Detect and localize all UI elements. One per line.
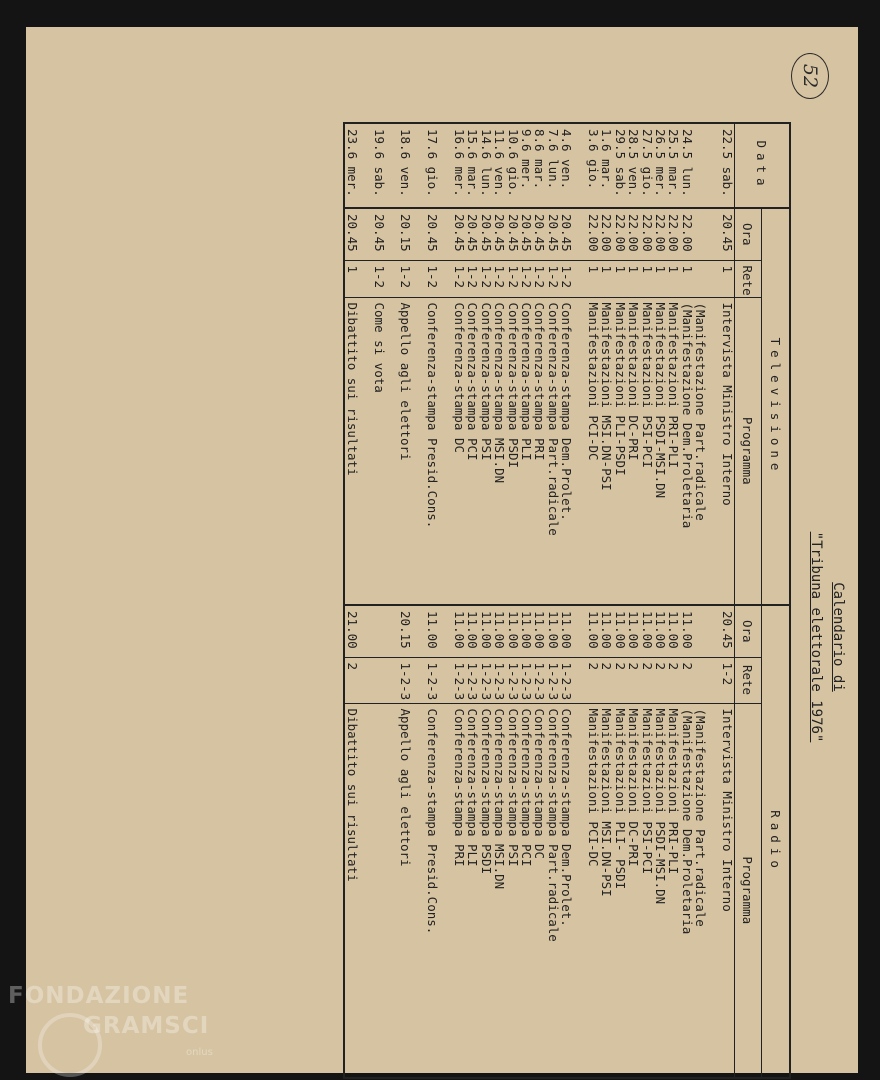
cell-tv-ora: 20.45 [546, 208, 559, 260]
cell-tv-programma: Manifestazioni PSDI-MSI.DN [654, 297, 667, 605]
watermark-logo [8, 983, 248, 1075]
header-tv-rete: Rete [735, 260, 762, 297]
cell-tv-rete: 1-2 [533, 260, 546, 297]
cell-data: 22.5 sab. [721, 123, 735, 208]
cell-tv-rete: 1 [627, 260, 640, 297]
cell-tv-programma: Manifestazioni PLI-PSDI [613, 297, 626, 605]
cell-tv-programma: Conferenza-stampa Part.radicale [546, 297, 559, 605]
cell-tv-programma [439, 297, 452, 605]
cell-tv-rete: 1 [721, 260, 735, 297]
cell-radio-programma: Manifestazioni MSI.DN-PSI [599, 708, 615, 897]
cell-data: 15.6 mar. [466, 123, 479, 208]
cell-tv-programma: Conferenza-stampa PSI [479, 297, 492, 605]
cell-tv-ora: 20.15 [399, 208, 412, 260]
cell-radio-ora [573, 605, 586, 657]
cell-tv-ora: 20.45 [506, 208, 519, 260]
cell-radio-ora [386, 605, 399, 657]
cell-tv-programma: Conferenza-stampa Presid.Cons. [426, 297, 439, 605]
cell-radio-programma: Manifestazioni DC-PRI [626, 708, 642, 867]
cell-radio-rete: 1-2-3 [466, 657, 479, 703]
header-tv-programma: Programma [735, 297, 762, 605]
cell-radio-rete: 1-2-3 [546, 657, 559, 703]
cell-tv-programma: Dibattito sui risultati [344, 297, 358, 605]
cell-tv-ora: 22.00 [613, 208, 626, 260]
table-row [426, 123, 439, 1078]
cell-tv-programma [412, 297, 425, 605]
cell-tv-programma: Come si vota [372, 297, 385, 605]
table-row [694, 123, 707, 1078]
cell-radio-ora: 11.00 [680, 605, 693, 657]
cell-tv-rete: 1-2 [493, 260, 506, 297]
cell-tv-rete: 1-2 [453, 260, 466, 297]
cell-tv-ora: 22.00 [654, 208, 667, 260]
cell-data: 23.6 mer. [344, 123, 358, 208]
cell-tv-rete: 1-2 [479, 260, 492, 297]
cell-radio-ora: 11.00 [667, 605, 680, 657]
cell-radio-ora: 11.00 [466, 605, 479, 657]
cell-tv-rete: 1 [640, 260, 653, 297]
cell-radio-rete [359, 657, 372, 703]
table-row [399, 123, 412, 1078]
header-data: Data [735, 123, 791, 208]
cell-radio-rete [372, 657, 385, 703]
cell-tv-rete: 1 [654, 260, 667, 297]
cell-data: 14.6 lun. [479, 123, 492, 208]
cell-tv-ora: 20.45 [533, 208, 546, 260]
cell-radio-rete: 1-2-3 [506, 657, 519, 703]
cell-tv-programma: Manifestazioni PSI-PCI [640, 297, 653, 605]
cell-tv-ora [412, 208, 425, 260]
page-number: 52 [791, 53, 829, 99]
cell-tv-ora: 20.45 [493, 208, 506, 260]
cell-radio-programma [439, 703, 452, 1078]
table-row [627, 123, 640, 1078]
cell-radio-rete: 1-2-3 [533, 657, 546, 703]
cell-tv-rete: 1-2 [372, 260, 385, 297]
table-row [386, 123, 399, 1078]
cell-tv-rete: 1-2 [520, 260, 533, 297]
table-row [453, 123, 466, 1078]
table-row [560, 123, 573, 1078]
table-row [546, 123, 559, 1078]
cell-radio-ora [412, 605, 425, 657]
cell-tv-ora: 20.45 [466, 208, 479, 260]
cell-tv-programma: Conferenza-stampa PSDI [506, 297, 519, 605]
title-line-1: Calendario di [830, 582, 846, 692]
cell-radio-ora [694, 605, 707, 657]
cell-radio-ora: 11.00 [506, 605, 519, 657]
cell-radio-programma: Manifestazioni PRI-PLI [666, 708, 682, 875]
cell-tv-rete [694, 260, 707, 297]
cell-data: 4.6 ven. [560, 123, 573, 208]
cell-tv-ora: 20.45 [721, 208, 735, 260]
cell-radio-ora: 11.00 [640, 605, 653, 657]
cell-data: 11.6 ven. [493, 123, 506, 208]
cell-radio-ora [707, 605, 720, 657]
table-row [506, 123, 519, 1078]
cell-data: 28.5 ven. [627, 123, 640, 208]
cell-data: 26.5 mer. [654, 123, 667, 208]
cell-tv-ora [439, 208, 452, 260]
table-row [721, 123, 735, 1078]
table-row [412, 123, 425, 1078]
cell-radio-programma: Manifestazioni PSI-PCI [639, 708, 655, 875]
table-row [707, 123, 720, 1078]
cell-tv-programma [573, 297, 586, 605]
cell-radio-programma: Manifestazioni PLI- PSDI [612, 708, 628, 890]
table-body [344, 123, 734, 1078]
table-row [466, 123, 479, 1078]
cell-tv-rete: 1 [680, 260, 693, 297]
cell-radio-ora: 11.00 [479, 605, 492, 657]
cell-radio-ora: 11.00 [613, 605, 626, 657]
cell-radio-programma: Conferenza-stampa PLI [465, 708, 481, 867]
watermark-line3: onlus [186, 1047, 213, 1058]
cell-radio-programma [573, 703, 586, 1078]
cell-tv-programma: Conferenza-stampa PLI [520, 297, 533, 605]
cell-tv-programma [359, 297, 372, 605]
title-line-2: "Tribuna elettorale 1976" [808, 531, 824, 743]
cell-radio-rete: 1-2-3 [399, 657, 412, 703]
cell-tv-ora: 20.45 [344, 208, 358, 260]
cell-radio-ora: 11.00 [493, 605, 506, 657]
cell-tv-programma: Manifestazioni MSI.DN-PSI [600, 297, 613, 605]
cell-radio-ora: 20.15 [399, 605, 412, 657]
cell-tv-programma: Conferenza-stampa MSI.DN [493, 297, 506, 605]
cell-radio-rete [707, 657, 720, 703]
calendar-table [343, 122, 791, 1079]
cell-tv-rete [359, 260, 372, 297]
cell-tv-rete [412, 260, 425, 297]
cell-radio-rete: 2 [667, 657, 680, 703]
header-radio-programma: Programma [735, 703, 762, 1078]
cell-radio-rete: 1-2-3 [426, 657, 439, 703]
cell-radio-ora: 20.45 [721, 605, 735, 657]
cell-tv-programma: Conferenza-stampa PRI [533, 297, 546, 605]
cell-tv-rete: 1 [667, 260, 680, 297]
cell-data: 8.6 mar. [533, 123, 546, 208]
cell-radio-ora: 11.00 [560, 605, 573, 657]
header-radio: Radio [762, 605, 791, 1078]
cell-tv-rete [386, 260, 399, 297]
cell-tv-ora [386, 208, 399, 260]
table-row [573, 123, 586, 1078]
cell-data [707, 123, 720, 208]
cell-data [359, 123, 372, 208]
cell-radio-programma: Conferenza-stampa PSDI [478, 708, 494, 875]
cell-radio-rete: 1-2 [721, 657, 735, 703]
table-row [479, 123, 492, 1078]
table-row [587, 123, 600, 1078]
cell-radio-programma: Appello agli elettori [398, 708, 414, 867]
cell-tv-ora: 20.45 [560, 208, 573, 260]
header-radio-ora: Ora [735, 605, 762, 657]
cell-radio-rete: 2 [600, 657, 613, 703]
cell-radio-programma: Manifestazioni PCI-DC [585, 708, 601, 867]
header-tv-ora: Ora [735, 208, 762, 260]
cell-radio-programma [372, 703, 385, 1078]
cell-tv-ora: 20.45 [479, 208, 492, 260]
cell-radio-rete: 1-2-3 [493, 657, 506, 703]
cell-radio-programma [359, 703, 372, 1078]
cell-data [412, 123, 425, 208]
cell-tv-programma: Intervista Ministro Interno [721, 297, 735, 605]
cell-radio-programma: Conferenza-stampa PSI [505, 708, 521, 867]
cell-tv-rete: 1 [587, 260, 600, 297]
cell-data [439, 123, 452, 208]
cell-radio-rete: 2 [613, 657, 626, 703]
cell-radio-rete: 2 [627, 657, 640, 703]
cell-tv-rete: 1 [613, 260, 626, 297]
table-row [520, 123, 533, 1078]
table-row [640, 123, 653, 1078]
cell-tv-rete [707, 260, 720, 297]
cell-tv-ora: 20.45 [426, 208, 439, 260]
cell-radio-ora: 11.00 [520, 605, 533, 657]
cell-tv-programma [707, 297, 720, 605]
cell-data: 3.6 gio. [587, 123, 600, 208]
header-televisione: Televisione [762, 208, 791, 605]
cell-data: 27.5 gio. [640, 123, 653, 208]
cell-tv-programma: Conferenza-stampa DC [453, 297, 466, 605]
cell-radio-rete [386, 657, 399, 703]
cell-tv-rete: 1-2 [399, 260, 412, 297]
cell-radio-ora: 11.00 [627, 605, 640, 657]
cell-tv-rete: 1-2 [506, 260, 519, 297]
cell-data: 17.6 gio. [426, 123, 439, 208]
table-row [372, 123, 385, 1078]
table-row [359, 123, 372, 1078]
cell-tv-ora [359, 208, 372, 260]
watermark-line2: GRAMSCI [83, 1013, 210, 1039]
cell-radio-ora: 11.00 [546, 605, 559, 657]
cell-radio-ora: 11.00 [654, 605, 667, 657]
cell-tv-ora [694, 208, 707, 260]
cell-data: 18.6 ven. [399, 123, 412, 208]
cell-radio-programma: Conferenza-stampa DC [532, 708, 548, 860]
document-title [805, 477, 849, 797]
cell-radio-programma: Conferenza-stampa MSI.DN [492, 708, 508, 890]
cell-tv-programma: Appello agli elettori [399, 297, 412, 605]
cell-tv-rete [439, 260, 452, 297]
cell-radio-programma: Conferenza-stampa Presid.Cons. [425, 708, 441, 935]
cell-radio-ora [439, 605, 452, 657]
cell-tv-ora: 20.45 [372, 208, 385, 260]
cell-tv-ora [707, 208, 720, 260]
cell-radio-ora: 11.00 [453, 605, 466, 657]
cell-radio-programma: Conferenza-stampa Dem.Prolet. [559, 708, 575, 927]
cell-radio-rete [694, 657, 707, 703]
cell-tv-programma [386, 297, 399, 605]
table-row [439, 123, 452, 1078]
cell-radio-ora [359, 605, 372, 657]
cell-tv-programma: Conferenza-stampa PCI [466, 297, 479, 605]
cell-data: 1.6 mar. [600, 123, 613, 208]
cell-radio-rete: 1-2-3 [479, 657, 492, 703]
cell-tv-rete: 1-2 [546, 260, 559, 297]
cell-radio-ora: 11.00 [600, 605, 613, 657]
table-row [344, 123, 358, 1078]
cell-data: 9.6 mer. [520, 123, 533, 208]
cell-tv-ora: 22.00 [587, 208, 600, 260]
cell-tv-programma: Conferenza-stampa Dem.Prolet. [560, 297, 573, 605]
cell-tv-ora [573, 208, 586, 260]
rotated-document [57, 37, 877, 1077]
cell-tv-ora: 22.00 [627, 208, 640, 260]
cell-radio-ora: 11.00 [533, 605, 546, 657]
cell-radio-ora: 11.00 [587, 605, 600, 657]
cell-data [694, 123, 707, 208]
cell-data [573, 123, 586, 208]
cell-radio-programma: Manifestazioni PSDI-MSI.DN [652, 708, 668, 905]
cell-radio-ora: 21.00 [344, 605, 358, 657]
table-row [667, 123, 680, 1078]
cell-data: 24.5 lun. [680, 123, 693, 208]
cell-data: 19.6 sab. [372, 123, 385, 208]
cell-tv-programma: Manifestazioni DC-PRI [627, 297, 640, 605]
cell-tv-rete: 1-2 [426, 260, 439, 297]
cell-radio-programma: Conferenza-stampa PCI [518, 708, 534, 867]
cell-radio-rete: 2 [654, 657, 667, 703]
cell-radio-programma: (Manifestazione Part.radicale [693, 708, 709, 927]
cell-radio-ora: 11.00 [426, 605, 439, 657]
cell-radio-rete: 2 [680, 657, 693, 703]
cell-radio-programma: Intervista Ministro Interno [720, 708, 735, 912]
cell-radio-rete [573, 657, 586, 703]
cell-tv-ora: 22.00 [667, 208, 680, 260]
cell-radio-programma: (Manifestazione Dem.Proletaria [679, 708, 695, 935]
cell-tv-rete: 1-2 [560, 260, 573, 297]
header-radio-rete: Rete [735, 657, 762, 703]
cell-radio-programma [707, 703, 720, 1078]
table-row [654, 123, 667, 1078]
cell-radio-programma: Conferenza-stampa Part.radicale [545, 708, 561, 942]
cell-tv-ora: 22.00 [600, 208, 613, 260]
cell-tv-rete [573, 260, 586, 297]
cell-tv-programma: (Manifestazione Dem.Proletaria [680, 297, 693, 605]
cell-tv-programma: Manifestazioni PRI-PLI [667, 297, 680, 605]
cell-data: 10.6 gio. [506, 123, 519, 208]
cell-tv-rete: 1 [344, 260, 358, 297]
cell-radio-programma [412, 703, 425, 1078]
table-row [493, 123, 506, 1078]
table-row [680, 123, 693, 1078]
cell-tv-programma: Manifestazioni PCI-DC [587, 297, 600, 605]
cell-tv-ora: 20.45 [453, 208, 466, 260]
cell-tv-rete: 1-2 [466, 260, 479, 297]
cell-data: 25.5 mar. [667, 123, 680, 208]
cell-data: 29.5 sab. [613, 123, 626, 208]
watermark-line1: FONDAZIONE [8, 983, 190, 1009]
cell-tv-programma: (Manifestazione Part.radicale [694, 297, 707, 605]
cell-tv-ora: 20.45 [520, 208, 533, 260]
cell-radio-programma [386, 703, 399, 1078]
cell-data: 16.6 mer. [453, 123, 466, 208]
cell-tv-rete: 1 [600, 260, 613, 297]
cell-radio-rete: 1-2-3 [560, 657, 573, 703]
cell-radio-rete: 1-2-3 [453, 657, 466, 703]
table-row [600, 123, 613, 1078]
table-row [533, 123, 546, 1078]
table-row [613, 123, 626, 1078]
cell-tv-ora: 22.00 [680, 208, 693, 260]
cell-radio-ora [372, 605, 385, 657]
cell-data: 7.6 lun. [546, 123, 559, 208]
cell-radio-programma: Dibattito sui risultati [344, 708, 360, 882]
cell-radio-programma: Conferenza-stampa PRI [451, 708, 467, 867]
cell-radio-rete: 2 [587, 657, 600, 703]
cell-data [386, 123, 399, 208]
cell-radio-rete: 2 [640, 657, 653, 703]
cell-radio-rete [412, 657, 425, 703]
cell-radio-rete: 1-2-3 [520, 657, 533, 703]
cell-radio-rete [439, 657, 452, 703]
cell-tv-ora: 22.00 [640, 208, 653, 260]
cell-radio-rete: 2 [344, 657, 358, 703]
